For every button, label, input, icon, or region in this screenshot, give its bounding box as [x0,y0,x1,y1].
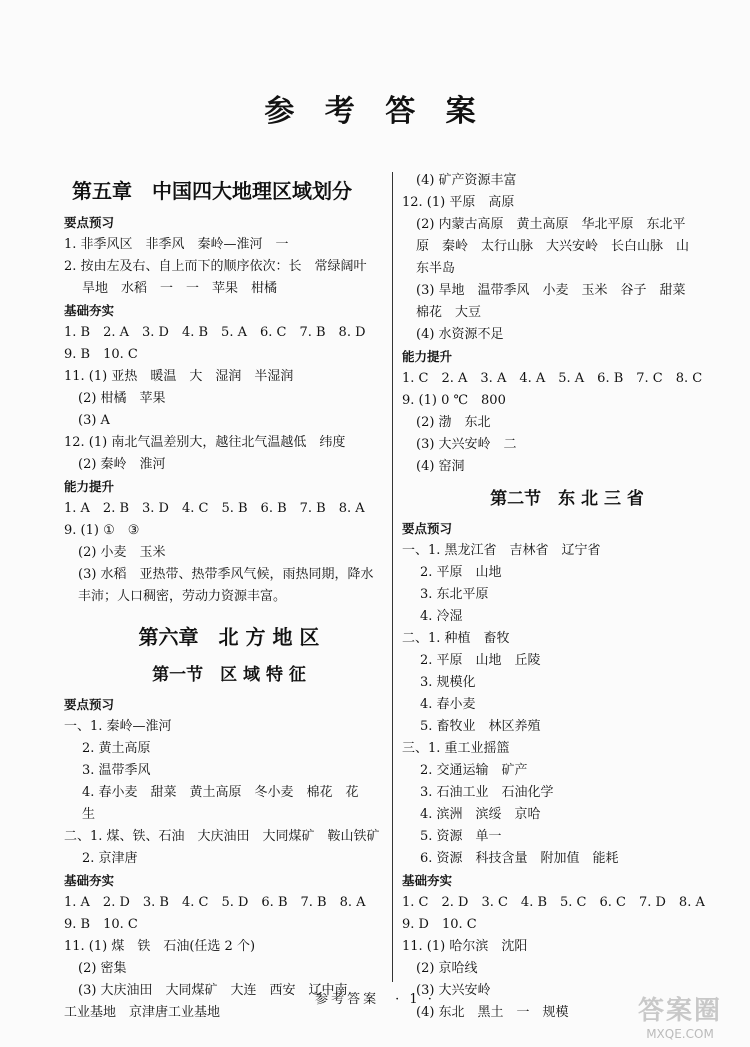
subheading: 基础夯实 [64,303,115,318]
watermark-url: MXQE.COM [646,1027,714,1041]
answer-line: 12. (1) 平原 高原 [402,195,515,210]
answer-line: (2) 内蒙古高原 黄土高原 华北平原 东北平 [416,217,686,232]
answer-line: 5. 畜牧业 林区养殖 [420,719,541,734]
answer-line: 4. 春小麦 甜菜 黄土高原 冬小麦 棉花 花 [82,785,359,800]
answer-line: 9. (1) ① ③ [64,523,140,538]
answer-line: 3. 温带季风 [82,763,151,778]
answer-line: 2. 黄土高原 [82,741,151,756]
answer-line: 5. 资源 单一 [420,829,502,844]
answer-line: 旱地 水稻 一 一 苹果 柑橘 [82,281,278,296]
answer-line: (4) 东北 黑土 一 规模 [416,1005,569,1020]
answer-line: 1. C 2. D 3. C 4. B 5. C 6. C 7. D 8. A [402,895,705,910]
answer-line: 1. B 2. A 3. D 4. B 5. A 6. C 7. B 8. D [64,325,366,340]
answer-line: 9. B 10. C [64,347,138,362]
answer-line: 三、1. 重工业摇篮 [402,741,510,756]
answer-line: 一、1. 黑龙江省 吉林省 辽宁省 [402,543,601,558]
answer-line: (3) 旱地 温带季风 小麦 玉米 谷子 甜菜 [416,283,686,298]
answer-line: (2) 渤 东北 [416,415,491,430]
answer-line: 二、1. 煤、铁、石油 大庆油田 大同煤矿 鞍山铁矿 [64,829,380,844]
answer-line: (3) A [78,413,110,428]
answer-line: (3) 水稻 亚热带、热带季风气候，雨热同期，降水 [78,567,374,582]
answer-line: 东半岛 [416,261,456,276]
subheading: 基础夯实 [64,873,115,888]
answer-line: 1. C 2. A 3. A 4. A 5. A 6. B 7. C 8. C [402,371,703,386]
answer-line: 4. 冷湿 [420,609,463,624]
answer-line: 9. D 10. C [402,917,477,932]
answer-line: 丰沛；人口稠密，劳动力资源丰富。 [78,589,287,604]
answer-line: 2. 平原 山地 丘陵 [420,653,541,668]
answer-line: (2) 秦岭 淮河 [78,457,166,472]
answer-line: 2. 平原 山地 [420,565,502,580]
answer-line: 4. 春小麦 [420,697,476,712]
section-1-heading: 第一节 区 域 特 征 [152,665,306,685]
answer-line: 11. (1) 哈尔滨 沈阳 [402,939,528,954]
answer-line: 棉花 大豆 [416,305,482,320]
answer-line: (2) 密集 [78,961,127,976]
right-column [402,170,732,1024]
answer-line: 2. 交通运输 矿产 [420,763,528,778]
page-title: 参 考 答 案 [264,94,486,129]
answer-line: 1. 非季风区 非季风 秦岭—淮河 一 [64,237,289,252]
answer-line: (3) 大庆油田 大同煤矿 大连 西安 辽中南 [78,983,348,998]
answer-line: (3) 大兴安岭 二 [416,437,517,452]
answer-line: 9. B 10. C [64,917,138,932]
answer-line: (2) 京哈线 [416,961,478,976]
subheading: 基础夯实 [402,873,453,888]
answer-line: 11. (1) 亚热 暖温 大 湿润 半湿润 [64,369,294,384]
answer-line: 3. 石油工业 石油化学 [420,785,554,800]
answer-line: (4) 窑洞 [416,459,465,474]
watermark-text: 答案圈 [637,996,722,1026]
left-column [64,172,394,1024]
subheading: 要点预习 [64,215,115,230]
answer-line: (4) 水资源不足 [416,327,504,342]
subheading: 要点预习 [64,697,115,712]
answer-line: 1. A 2. B 3. D 4. C 5. B 6. B 7. B 8. A [64,501,365,516]
answer-line: 2. 京津唐 [82,851,138,866]
subheading: 要点预习 [402,521,453,536]
subheading: 能力提升 [64,479,115,494]
column-divider [392,172,393,982]
answer-line: (4) 矿产资源丰富 [416,173,517,188]
watermark-logo [620,990,740,1040]
answer-line: 2. 按由左及右、自上而下的顺序依次：长 常绿阔叶 [64,259,367,274]
answer-line: 工业基地 京津唐工业基地 [64,1005,221,1020]
page-footer: 参考答案 · 1 · [315,992,435,1007]
answer-line: (3) 大兴安岭 [416,983,491,998]
chapter-6-heading: 第六章 北 方 地 区 [138,625,320,649]
subheading: 能力提升 [402,349,453,364]
answer-line: 9. (1) 0 ℃ 800 [402,393,506,408]
chapter-5-heading: 第五章 中国四大地理区域划分 [72,179,352,203]
answer-line: 原 秦岭 太行山脉 大兴安岭 长白山脉 山 [416,239,690,254]
answer-line: 二、1. 种植 畜牧 [402,631,510,646]
answer-line: (2) 小麦 玉米 [78,545,166,560]
answer-line: 3. 规模化 [420,675,476,690]
answer-line: 4. 滨洲 滨绥 京哈 [420,807,541,822]
answer-line: 12. (1) 南北气温差别大，越往北气温越低 纬度 [64,435,346,450]
answer-line: 1. A 2. D 3. B 4. C 5. D 6. B 7. B 8. A [64,895,366,910]
section-2-heading: 第二节 东 北 三 省 [490,489,644,509]
answer-line: 11. (1) 煤 铁 石油(任选 2 个) [64,939,256,954]
answer-line: 生 [82,807,96,822]
answer-line: (2) 柑橘 苹果 [78,391,166,406]
answer-line: 一、1. 秦岭—淮河 [64,719,172,734]
answer-line: 3. 东北平原 [420,587,489,602]
answer-line: 6. 资源 科技含量 附加值 能耗 [420,851,619,866]
